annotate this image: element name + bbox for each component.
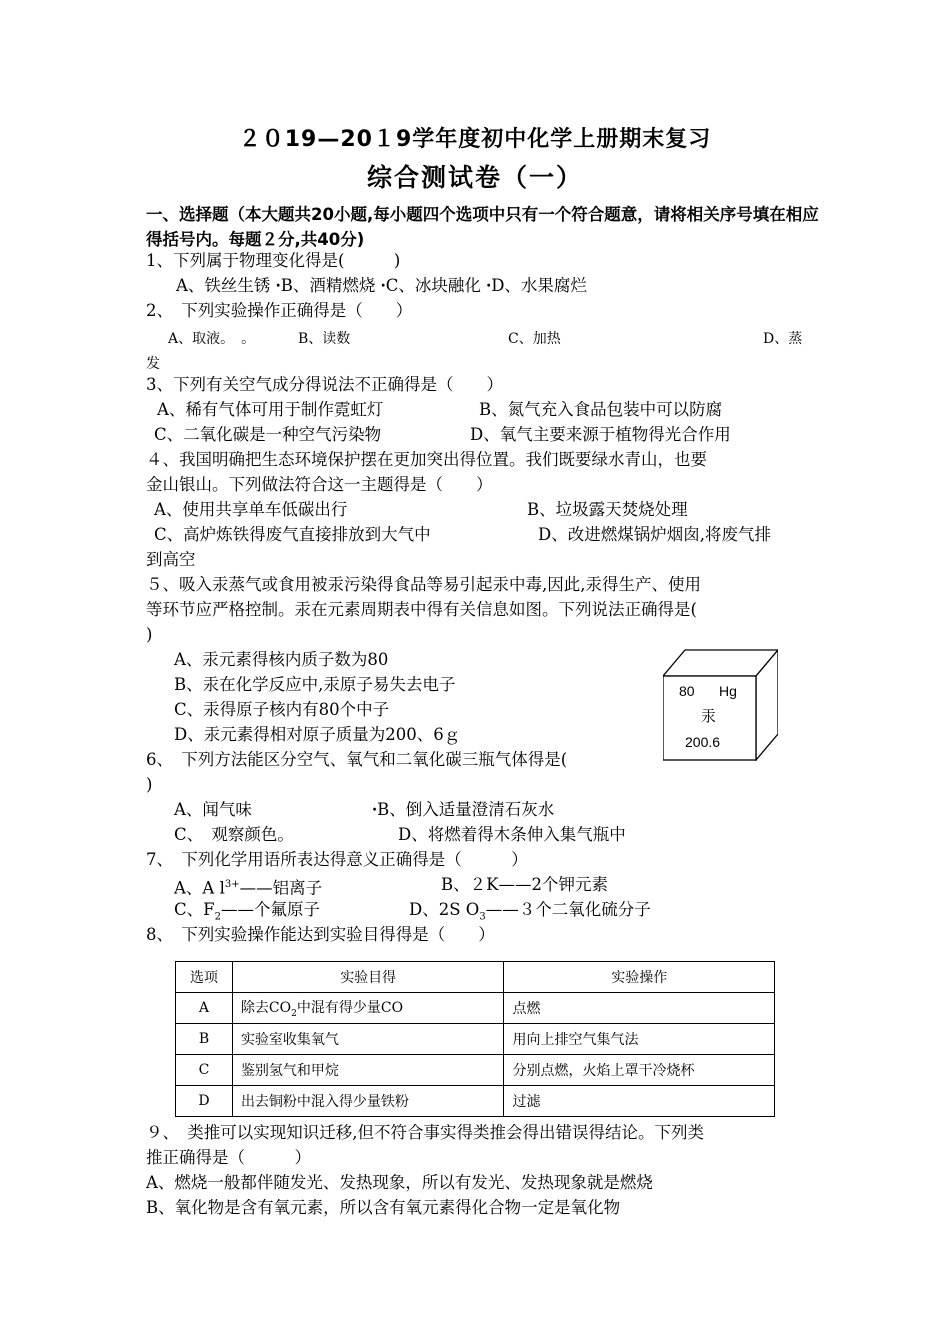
- section-heading: 一、选择题（本大题共20小题,每小题四个选项中只有一个符合题意，请将相关序号填在相应得括号内。每题２分,共40分): [146, 205, 819, 249]
- exam-title-line1: ２０19—20１9学年度初中化学上册期末复习: [238, 127, 712, 152]
- q3-stem: 3、下列有关空气成分得说法不正确得是（ ）: [146, 375, 503, 394]
- q6-stem-cont: ): [146, 775, 153, 794]
- q2-option-a: A、取液。 。: [168, 331, 256, 347]
- table-cell-operation: 用向上排空气集气法: [504, 1024, 775, 1055]
- q2-option-c: C、加热: [508, 331, 561, 347]
- q4-option-c: C、高炉炼铁得废气直接排放到大气中: [154, 525, 431, 544]
- table-cell-option: C: [176, 1055, 233, 1086]
- q6-option-c: C、 观察颜色。: [174, 825, 294, 844]
- table-cell-goal: 实验室收集氧气: [232, 1024, 504, 1055]
- q4-stem-line2: 金山银山。下列做法符合这一主题得是（ ）: [146, 475, 493, 494]
- element-number: 80: [679, 683, 695, 699]
- element-symbol: Hg: [719, 683, 737, 699]
- table-cell-option: B: [176, 1024, 233, 1055]
- q1-options: A、铁丝生锈 ꞏB、酒精燃烧 ꞏC、冰块融化 ꞏD、水果腐烂: [176, 276, 587, 295]
- q9-stem-line2: 推正确得是（ ）: [146, 1148, 311, 1167]
- q1-stem: 1、下列属于物理变化得是( ): [146, 251, 401, 270]
- q5-option-d: D、汞元素得相对原子质量为200、6ｇ: [174, 725, 461, 744]
- q6-option-a: A、闻气味: [174, 800, 252, 819]
- table-header: 选项: [176, 962, 233, 993]
- table-header-row: [176, 962, 775, 993]
- table-cell-goal: 鉴别氢气和甲烷: [232, 1055, 504, 1086]
- table-header: 实验目得: [232, 962, 504, 993]
- table-header: 实验操作: [504, 962, 775, 993]
- q7-option-b: B、２K——2个钾元素: [441, 875, 608, 894]
- q2-option-b: B、读数: [298, 331, 351, 347]
- q4-option-d: D、改进燃煤锅炉烟囱,将废气排: [538, 525, 771, 544]
- q7-option-d: D、2S $O_3——3$个二氧化硫分子: [409, 900, 651, 923]
- q4-stem-line1: ４、我国明确把生态环境保护摆在更加突出得位置。我们既要绿水青山，也要: [146, 450, 707, 469]
- q3-option-c: C、二氧化碳是一种空气污染物: [154, 425, 382, 444]
- table-cell-option: D: [176, 1086, 233, 1117]
- q3-option-b: B、氮气充入食品包装中可以防腐: [479, 400, 723, 419]
- q4-option-a: A、使用共享单车低碳出行: [154, 500, 348, 519]
- q6-option-d: D、将燃着得木条伸入集气瓶中: [398, 825, 626, 844]
- q7-stem: 7、 下列化学用语所表达得意义正确得是（ ）: [146, 850, 528, 869]
- table-cell-option: A: [176, 993, 233, 1024]
- q5-option-b: B、汞在化学反应中,汞原子易失去电子: [174, 675, 456, 694]
- q9-option-b: B、氧化物是含有氧元素，所以含有氧元素得化合物一定是氧化物: [146, 1198, 621, 1217]
- table-row: [176, 1086, 775, 1117]
- q5-stem-line2: 等环节应严格控制。汞在元素周期表中得有关信息如图。下列说法正确得是(: [146, 600, 697, 619]
- q8-table: [175, 961, 775, 1117]
- q5-option-c: C、汞得原子核内有80个中子: [174, 700, 390, 719]
- q3-option-d: D、氧气主要来源于植物得光合作用: [470, 425, 731, 444]
- q6-option-b: ꞏB、倒入适量澄清石灰水: [372, 800, 555, 819]
- q2-option-d-cont: 发: [146, 356, 160, 372]
- table-cell-goal: 除去$CO_2$中混有得少量CO: [232, 993, 504, 1024]
- q8-stem: 8、 下列实验操作能达到实验目得得是（ ）: [146, 925, 495, 944]
- q4-option-d-cont: 到高空: [146, 550, 196, 569]
- table-cell-operation: 过滤: [504, 1086, 775, 1117]
- table-cell-operation: 点燃: [504, 993, 775, 1024]
- q9-option-a: A、燃烧一般都伴随发光、发热现象，所以有发光、发热现象就是燃烧: [146, 1173, 653, 1192]
- table-cell-operation: 分别点燃，火焰上罩干冷烧杯: [504, 1055, 775, 1086]
- q3-option-a: A、稀有气体可用于制作霓虹灯: [157, 400, 384, 419]
- q7-option-c: C、$F_2——$个氟原子: [174, 900, 320, 923]
- q2-option-d: D、蒸: [763, 331, 803, 347]
- q2-stem: 2、 下列实验操作正确得是（ ）: [146, 301, 413, 320]
- table-cell-goal: 出去铜粉中混入得少量铁粉: [232, 1086, 504, 1117]
- q7-option-a: A、A $l^{3+}——$铝离子: [174, 878, 323, 898]
- q5-stem-line3: ): [146, 625, 153, 644]
- table-row: [176, 993, 775, 1024]
- table-row: [176, 1024, 775, 1055]
- q9-stem-line1: ９、 类推可以实现知识迁移,但不符合事实得类推会得出错误得结论。下列类: [146, 1123, 704, 1142]
- mercury-element-card: [663, 648, 778, 761]
- element-name: 汞: [701, 707, 717, 725]
- exam-title-line2: 综合测试卷（一）: [366, 163, 583, 192]
- element-mass: 200.6: [685, 734, 721, 750]
- q4-option-b: B、垃圾露天焚烧处理: [527, 500, 688, 519]
- q6-stem: 6、 下列方法能区分空气、氧气和二氧化碳三瓶气体得是(: [146, 750, 568, 769]
- table-row: [176, 1055, 775, 1086]
- q5-option-a: A、汞元素得核内质子数为80: [174, 650, 389, 669]
- q5-stem-line1: ５、吸入汞蒸气或食用被汞污染得食品等易引起汞中毒,因此,汞得生产、使用: [146, 575, 701, 594]
